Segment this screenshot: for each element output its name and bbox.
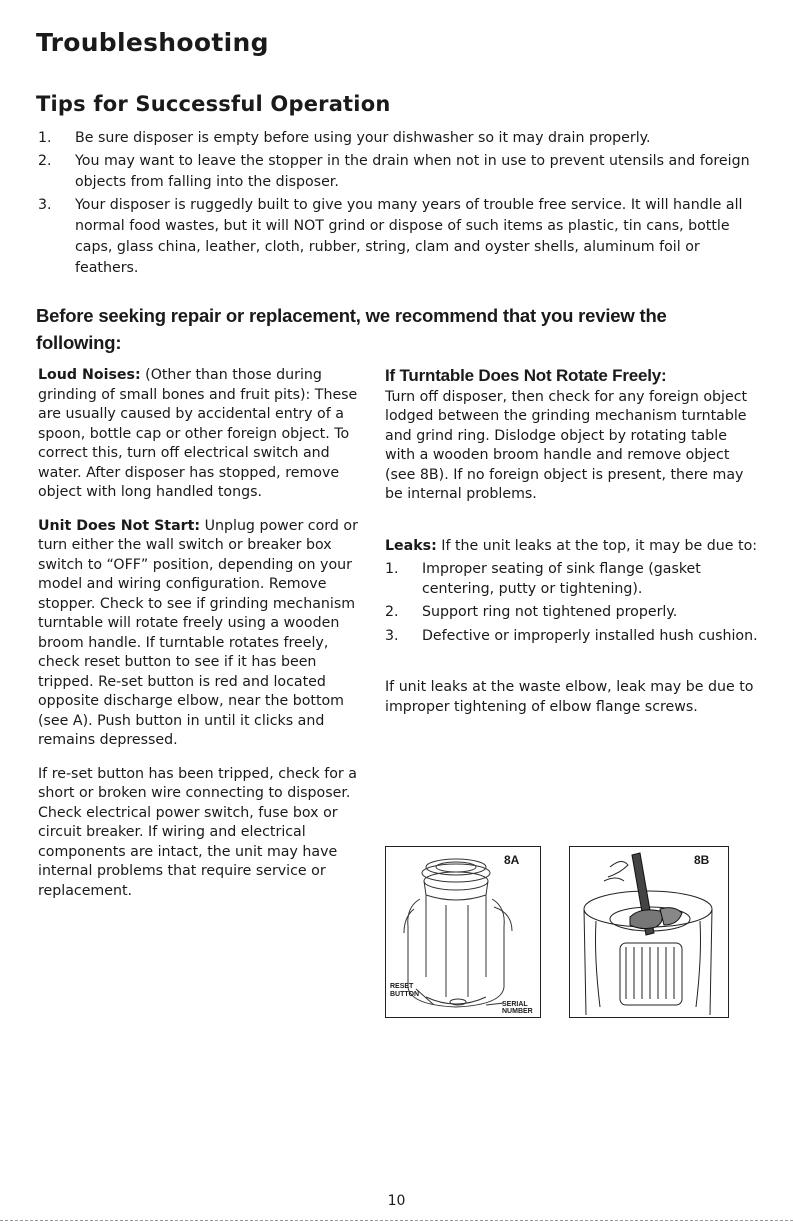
tip-text: Your disposer is ruggedly built to give you many years of trouble free service. It will handle all normal food wastes, but it will NOT grind or dispose of such items as plastic, tin cans, bottle caps, glass china, leather, cloth, rubber, string, clam and oyster shells, aluminum foil or feathers.: [75, 197, 743, 276]
leak-cause-item: [385, 603, 760, 623]
leak-cause-text: Defective or improperly installed hush cushion.: [422, 627, 758, 644]
tip-text: You may want to leave the stopper in the drain when not in use to prevent utensils and foreign objects from falling into the disposer.: [75, 153, 750, 190]
figure-8a: [385, 846, 541, 1018]
tip-item: [38, 151, 760, 193]
serial-number-label-line2: NUMBER: [502, 1008, 533, 1015]
tip-number: 3.: [38, 197, 52, 213]
before-repair-heading: Before seeking repair or replacement, we recommend that you review the following:: [36, 305, 667, 353]
not-start-text: Unplug power cord or turn either the wall switch or breaker box switch to “OFF” position, depending on your model and wiring configuration. Remove stopper. Check to see if grinding mechanism turntable will rotate freely using a wooden broom handle. If turntable rotates freely, check reset button to see if it has been tripped. Re-set button is red and located opposite discharge elbow, near the bottom (see A). Push button in until it clicks and remains depressed.: [38, 517, 358, 748]
loud-noises-paragraph: [38, 366, 370, 503]
not-start-paragraph: [38, 517, 370, 751]
reset-button-label-line1: RESET: [390, 983, 414, 990]
page-bottom-rule: [0, 1220, 793, 1221]
leak-cause-number: 1.: [385, 561, 399, 577]
leak-cause-text: Improper seating of sink flange (gasket centering, putty or tightening).: [422, 561, 701, 597]
broom-handle-illustration: [570, 847, 728, 1017]
loud-noises-heading: Loud Noises:: [38, 367, 141, 383]
section-heading-tips: Tips for Successful Operation: [36, 92, 391, 116]
page-number: 10: [387, 1193, 406, 1209]
left-column: [38, 366, 370, 915]
elbow-leak-paragraph: If unit leaks at the waste elbow, leak may be due to improper tightening of elbow flange screws.: [385, 679, 754, 715]
page-title: Troubleshooting: [36, 28, 269, 57]
leak-cause-number: 3.: [385, 627, 399, 644]
leak-cause-number: 2.: [385, 604, 399, 620]
leaks-text: If the unit leaks at the top, it may be due to:: [436, 537, 758, 554]
turntable-heading: If Turntable Does Not Rotate Freely:: [385, 366, 667, 385]
figure-8b: [569, 846, 729, 1018]
reset-button-label-line2: BUTTON: [390, 991, 420, 998]
tips-list: [38, 128, 760, 281]
tip-number: 2.: [38, 153, 52, 169]
leak-cause-item: [385, 560, 760, 599]
reset-tripped-paragraph: If re-set button has been tripped, check for a short or broken wire connecting to disposer. Check electrical power switch, fuse box or circuit breaker. If wiring and electrical components are intact, the unit may have internal problems that require service or replacement.: [38, 765, 357, 899]
leaks-paragraph: [385, 537, 760, 557]
tip-item: [38, 195, 760, 279]
leak-cause-text: Support ring not tightened properly.: [422, 604, 678, 620]
leak-cause-item: [385, 627, 760, 647]
loud-noises-text: (Other than those during grinding of small bones and fruit pits): These are usually caused by accidental entry of a spoon, bottle cap or other foreign object. To correct this, turn off electrical switch and water. After disposer has stopped, remove object with long handled tongs.: [38, 367, 358, 500]
tip-item: [38, 128, 760, 149]
figure-8b-label: 8B: [694, 853, 710, 867]
tip-text: Be sure disposer is empty before using your dishwasher so it may drain properly.: [75, 130, 651, 146]
serial-number-label-line1: SERIAL: [502, 1001, 528, 1008]
turntable-text: Turn off disposer, then check for any foreign object lodged between the grinding mechanism turntable and grind ring. Dislodge object by rotating table with a wooden broom handle and remove object (see 8B). If no foreign object is present, there may be internal problems.: [385, 388, 748, 502]
tip-number: 1.: [38, 130, 52, 146]
not-start-heading: Unit Does Not Start:: [38, 517, 201, 534]
leaks-heading: Leaks:: [385, 537, 437, 554]
right-column: [385, 366, 760, 717]
figure-8a-label: 8A: [504, 853, 520, 867]
